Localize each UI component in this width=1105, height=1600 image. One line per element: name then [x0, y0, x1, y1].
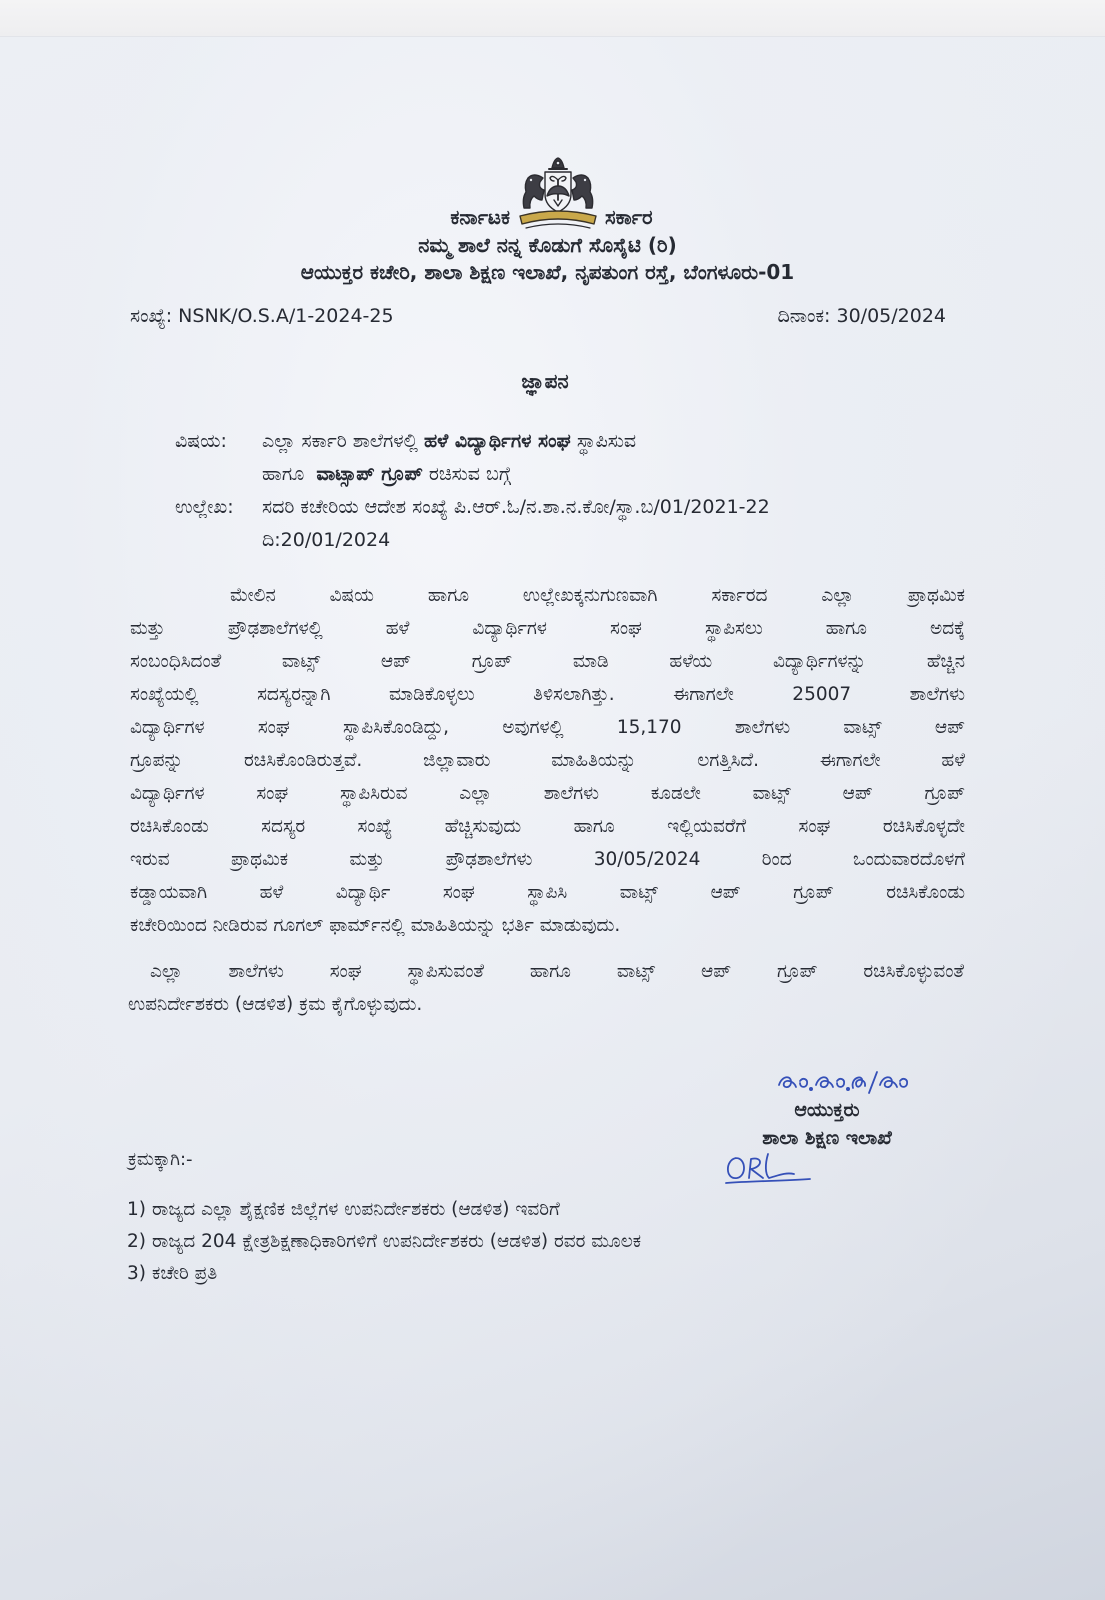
subject-label: ವಿಷಯ:: [175, 430, 227, 452]
paragraph-line: ಗ್ರೂಪನ್ನು ರಚಿಸಿಕೊಂಡಿರುತ್ತವೆ. ಜಿಲ್ಲಾವಾರು ಮಾಹಿತಿಯನ್ನು ಲಗತ್ತಿಸಿದೆ. ಈಗಾಗಲೇ ಹಳೆ: [130, 750, 965, 771]
list-item: [127, 1258, 947, 1290]
paragraph-line: ಎಲ್ಲಾ ಶಾಲೆಗಳು ಸಂಘ ಸ್ಥಾಪಿಸುವಂತೆ ಹಾಗೂ ವಾಟ್ಸ್ ಆಪ್ ಗ್ರೂಪ್ ರಚಿಸಿಕೊಳ್ಳುವಂತೆ: [150, 961, 964, 982]
paragraph-line: ಸಂಬಂಧಿಸಿದಂತೆ ವಾಟ್ಸ್ ಆಪ್ ಗ್ರೂಪ್ ಮಾಡಿ ಹಳೆಯ ವಿದ್ಯಾರ್ಥಿಗಳನ್ನು ಹೆಚ್ಚಿನ: [130, 651, 965, 672]
list-item-text: ರಾಜ್ಯದ ಎಲ್ಲಾ ಶೈಕ್ಷಣಿಕ ಜಿಲ್ಲೆಗಳ ಉಪನಿರ್ದೇಶಕರು (ಆಡಳಿತ) ಇವರಿಗೆ: [152, 1199, 560, 1220]
list-item: [127, 1194, 947, 1226]
reference-row: [130, 302, 946, 330]
subject-part: ರಚಿಸುವ ಬಗ್ಗೆ: [428, 463, 512, 485]
body-paragraph-2: [128, 955, 964, 1021]
subject-part: ಎಲ್ಲಾ ಸರ್ಕಾರಿ ಶಾಲೆಗಳಲ್ಲಿ: [262, 430, 418, 452]
karnataka-emblem-icon: [516, 156, 600, 232]
paragraph-line: ಮತ್ತು ಪ್ರೌಢಶಾಲೆಗಳಲ್ಲಿ ಹಳೆ ವಿದ್ಯಾರ್ಥಿಗಳ ಸಂಘ ಸ್ಥಾಪಿಸಲು ಹಾಗೂ ಅದಕ್ಕೆ: [130, 618, 965, 639]
subject-block: [175, 425, 975, 557]
distribution-label: ಕ್ರಮಕ್ಕಾಗಿ:-: [128, 1149, 193, 1170]
subject-line-2: [175, 458, 975, 491]
reference-label-spacer: [175, 524, 262, 557]
document-number-label: ಸಂಖ್ಯೆ:: [130, 305, 173, 327]
reference-label: ಉಲ್ಲೇಖ:: [175, 496, 234, 518]
reference-text: ಸದರಿ ಕಚೇರಿಯ ಆದೇಶ ಸಂಖ್ಯೆ ಪಿ.ಆರ್.ಓ/ನ.ಶಾ.ನ.ಕೋ/ಸ್ಥಾ.ಬ/01/2021-22: [262, 496, 770, 518]
society-name: ನಮ್ಮ ಶಾಲೆ ನನ್ನ ಕೊಡುಗೆ ಸೊಸೈಟಿ (ರಿ): [418, 233, 677, 257]
handwritten-date-mark: [776, 1067, 911, 1097]
reference-date: ದಿ:20/01/2024: [262, 529, 391, 551]
document-date: [778, 302, 946, 330]
paragraph-line: ರಚಿಸಿಕೊಂಡು ಸದಸ್ಯರ ಸಂಖ್ಯೆ ಹೆಚ್ಚಿಸುವುದು ಹಾಗೂ ಇಲ್ಲಿಯವರೆಗೆ ಸಂಘ ರಚಿಸಿಕೊಳ್ಳದೇ: [130, 816, 965, 837]
state-name: ಕರ್ನಾಟಕ: [450, 205, 510, 229]
government-label: ಸರ್ಕಾರ: [605, 205, 653, 229]
office-address: ಆಯುಕ್ತರ ಕಚೇರಿ, ಶಾಲಾ ಶಿಕ್ಷಣ ಇಲಾಖೆ, ನೃಪತುಂಗ ರಸ್ತೆ, ಬೆಂಗಳೂರು-01: [300, 260, 795, 284]
distribution-list: [127, 1194, 947, 1290]
subject-part: ಸ್ಥಾಪಿಸುವ: [576, 430, 637, 452]
reference-line-2: [175, 524, 975, 557]
signatory-department: ಶಾಲಾ ಶಿಕ್ಷಣ ಇಲಾಖೆ: [762, 1127, 892, 1149]
list-item-text: ರಾಜ್ಯದ 204 ಕ್ಷೇತ್ರಶಿಕ್ಷಣಾಧಿಕಾರಿಗಳಿಗೆ ಉಪನಿರ್ದೇಶಕರು (ಆಡಳಿತ) ರವರ ಮೂಲಕ: [152, 1231, 642, 1252]
subject-line-1: [175, 425, 975, 458]
paragraph-line: ಇರುವ ಪ್ರಾಥಮಿಕ ಮತ್ತು ಪ್ರೌಢಶಾಲೆಗಳು 30/05/2024 ರಿಂದ ಒಂದುವಾರದೊಳಗೆ: [130, 849, 965, 870]
paragraph-line: ಕಚೇರಿಯಿಂದ ನೀಡಿರುವ ಗೂಗಲ್ ಫಾರ್ಮ್‌ನಲ್ಲಿ ಮಾಹಿತಿಯನ್ನು ಭರ್ತಿ ಮಾಡುವುದು.: [130, 915, 621, 936]
subject-text-2: [262, 458, 975, 491]
photo-background-strip: [0, 0, 1105, 37]
list-item-text: ಕಚೇರಿ ಪ್ರತಿ: [152, 1263, 218, 1284]
list-item-number: 3): [127, 1263, 146, 1284]
subject-label-spacer: [175, 458, 262, 491]
document-date-label: ದಿನಾಂಕ:: [777, 305, 831, 327]
subject-highlight: ವಾಟ್ಸಾಪ್ ಗ್ರೂಪ್: [316, 463, 423, 485]
list-item-number: 1): [127, 1199, 146, 1220]
document-number-value: NSNK/O.S.A/1-2024-25: [178, 305, 394, 327]
subject-highlight: ಹಳೆ ವಿದ್ಯಾರ್ಥಿಗಳ ಸಂಘ: [423, 430, 571, 452]
document-date-value: 30/05/2024: [836, 305, 946, 327]
subject-part: ಹಾಗೂ: [262, 463, 305, 485]
signature-initials: [722, 1150, 814, 1188]
paragraph-line: ಉಪನಿರ್ದೇಶಕರು (ಆಡಳಿತ) ಕ್ರಮ ಕೈಗೊಳ್ಳುವುದು.: [128, 994, 423, 1015]
list-item: [127, 1226, 947, 1258]
body-paragraph-1: [130, 579, 965, 942]
paragraph-line: ವಿದ್ಯಾರ್ಥಿಗಳ ಸಂಘ ಸ್ಥಾಪಿಸಿರುವ ಎಲ್ಲಾ ಶಾಲೆಗಳು ಕೂಡಲೇ ವಾಟ್ಸ್ ಆಪ್ ಗ್ರೂಪ್: [130, 783, 965, 804]
document-number: [130, 302, 394, 330]
page-title: ಜ್ಞಾಪನ: [521, 369, 569, 393]
reference-line-1: [175, 491, 975, 524]
paragraph-line: ಕಡ್ಡಾಯವಾಗಿ ಹಳೆ ವಿದ್ಯಾರ್ಥಿ ಸಂಘ ಸ್ಥಾಪಿಸಿ ವಾಟ್ಸ್ ಆಪ್ ಗ್ರೂಪ್ ರಚಿಸಿಕೊಂಡು: [130, 882, 965, 903]
paragraph-line: ಮೇಲಿನ ವಿಷಯ ಹಾಗೂ ಉಲ್ಲೇಖಕ್ಕನುಗುಣವಾಗಿ ಸರ್ಕಾರದ ಎಲ್ಲಾ ಪ್ರಾಥಮಿಕ: [230, 585, 965, 606]
paragraph-line: ವಿದ್ಯಾರ್ಥಿಗಳ ಸಂಘ ಸ್ಥಾಪಿಸಿಕೊಂಡಿದ್ದು, ಅವುಗಳಲ್ಲಿ 15,170 ಶಾಲೆಗಳು ವಾಟ್ಸ್ ಆಪ್: [130, 717, 965, 738]
subject-text-1: [262, 425, 975, 458]
signatory-block: [697, 1096, 957, 1152]
list-item-number: 2): [127, 1231, 146, 1252]
signatory-title: ಆಯುಕ್ತರು: [794, 1099, 860, 1121]
paragraph-line: ಸಂಖ್ಯೆಯಲ್ಲಿ ಸದಸ್ಯರನ್ನಾಗಿ ಮಾಡಿಕೊಳ್ಳಲು ತಿಳಿಸಲಾಗಿತ್ತು. ಈಗಾಗಲೇ 25007 ಶಾಲೆಗಳು: [130, 684, 965, 705]
